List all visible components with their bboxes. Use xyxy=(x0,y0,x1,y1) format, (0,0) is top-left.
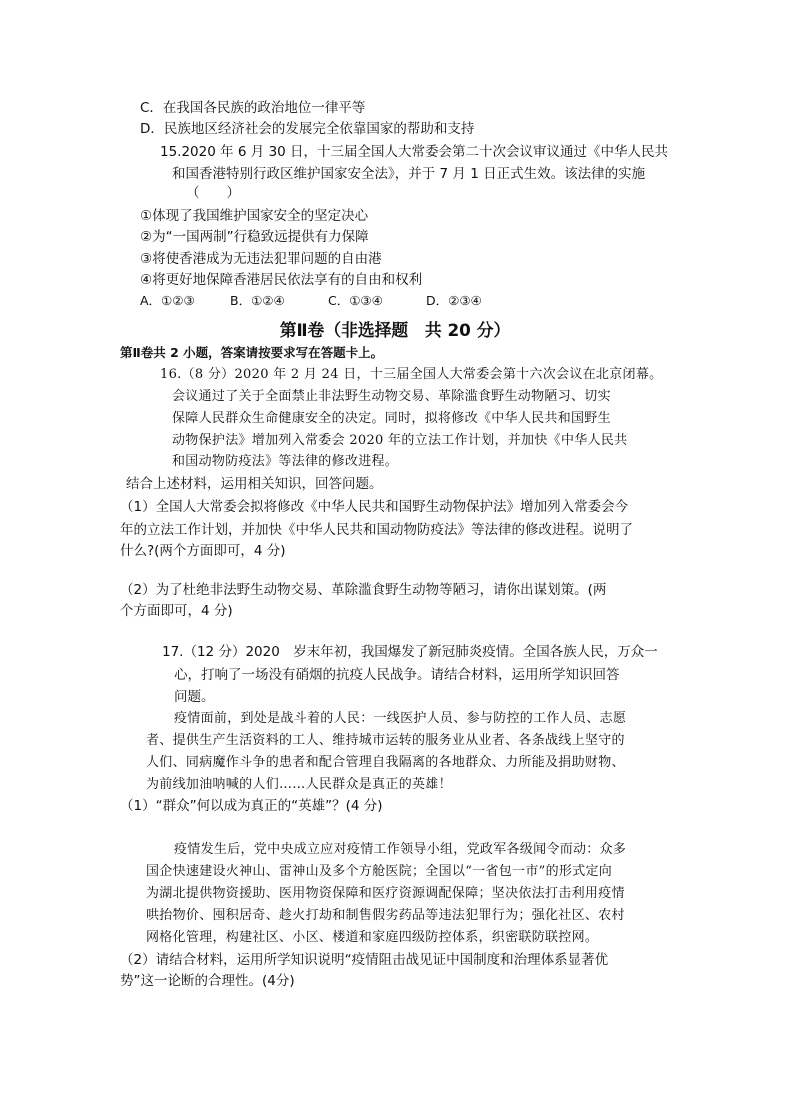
q16-material-line5: 和国动物防疫法》等法律的修改进程。 xyxy=(172,454,399,469)
q17-material2-line2: 国企快速建设火神山、雷神山及多个方舱医院；全国以“一省包一市”的形式定向 xyxy=(146,864,613,879)
q17-material2-line4: 哄抬物价、囤积居奇、趁火打劫和制售假劣药品等违法犯罪行为；强化社区、农村 xyxy=(146,908,625,923)
q17-intro-line2: 心，打响了一场没有硝烟的抗疫人民战争。请结合材料，运用所学知识回答 xyxy=(174,667,620,683)
q17-intro-line1: 17.（12 分）2020 岁末年初，我国爆发了新冠肺炎疫情。全国各族人民，万众一 xyxy=(162,644,658,660)
q15-answer-blank: （ ） xyxy=(186,185,240,201)
q17-material1-line3: 人们、同病魔作斗争的患者和配合管理自我隔离的各地群众、力所能及捐助财物、 xyxy=(146,755,625,770)
q15-options xyxy=(140,291,482,311)
section-title: 第Ⅱ卷（非选择题 共 20 分） xyxy=(279,320,511,340)
q16-question1-line3: 什么?(两个方面即可，4 分) xyxy=(120,543,286,559)
q17-material1-line4: 为前线加油呐喊的人们……人民群众是真正的英雄！ xyxy=(146,777,452,792)
q15-stem-line2: 和国香港特别行政区维护国家安全法》，并于 7 月 1 日正式生效。该法律的实施 xyxy=(172,166,646,182)
q15-item-3: ③将使香港成为无违法犯罪问题的自由港 xyxy=(140,251,382,267)
q15-stem-line1: 15.2020 年 6 月 30 日，十三届全国人大常委会第二十次会议审议通过《中华人民共 xyxy=(160,144,669,160)
q16-question1-line1: （1）全国人大常委会拟将修改《中华人民共和国野生动物保护法》增加列入常委会今 xyxy=(120,499,629,515)
q17-intro-line3: 问题。 xyxy=(174,689,215,705)
q16-material-line1: 16.（8 分）2020 年 2 月 24 日，十三届全国人大常委会第十六次会议在北京闭幕。 xyxy=(160,367,663,382)
q15-option-c: C．①③④ xyxy=(328,293,383,308)
q16-question2-line1: （2）为了杜绝非法野生动物交易、革除滥食野生动物等陋习，请你出谋划策。(两 xyxy=(120,582,607,598)
q16-prompt: 结合上述材料，运用相关知识，回答问题。 xyxy=(126,476,383,492)
q17-question2-line1: （2）请结合材料，运用所学知识说明“疫情阻击战见证中国制度和治理体系显著优 xyxy=(120,952,609,968)
q17-material1-line1: 疫情面前，到处是战斗着的人民：一线医护人员、参与防控的工作人员、志愿 xyxy=(174,711,627,726)
q17-material1-line2: 者、提供生产生活资料的工人、维持城市运转的服务业从业者、各条战线上坚守的 xyxy=(146,733,625,748)
q15-item-2: ②为“一国两制”行稳致远提供有力保障 xyxy=(140,229,369,245)
q16-question1-line2: 年的立法工作计划，并加快《中华人民共和国动物防疫法》等法律的修改进程。说明了 xyxy=(120,522,633,538)
q15-item-1: ①体现了我国维护国家安全的坚定决心 xyxy=(140,208,369,224)
q17-material2-line5: 网格化管理，构建社区、小区、楼道和家庭四级防控体系，织密联防联控网。 xyxy=(146,930,599,945)
q16-material-line2: 会议通过了关于全面禁止非法野生动物交易、革除滥食野生动物陋习、切实 xyxy=(172,389,611,404)
q15-option-a: A．①②③ xyxy=(140,293,195,308)
q14-option-c: C．在我国各民族的政治地位一律平等 xyxy=(140,100,366,116)
q17-question2-line2: 势”这一论断的合理性。(4分) xyxy=(120,973,295,989)
q15-option-d: D．②③④ xyxy=(426,293,482,308)
q14-option-d: D．民族地区经济社会的发展完全依靠国家的帮助和支持 xyxy=(140,121,475,137)
q17-material2-line1: 疫情发生后，党中央成立应对疫情工作领导小组，党政军各级闻令而动：众多 xyxy=(174,842,627,857)
q17-material2-line3: 为湖北提供物资援助、医用物资保障和医疗资源调配保障；坚决依法打击利用疫情 xyxy=(146,886,625,901)
q17-question1: （1）“群众”何以成为真正的“英雄”？(4 分) xyxy=(120,798,383,814)
q15-item-4: ④将更好地保障香港居民依法享有的自由和权利 xyxy=(140,272,423,288)
q16-material-line4: 动物保护法》增加列入常委会 2020 年的立法工作计划，并加快《中华人民共 xyxy=(172,433,628,448)
section-note: 第Ⅱ卷共 2 小题，答案请按要求写在答题卡上。 xyxy=(120,345,384,360)
q16-material-line3: 保障人民群众生命健康安全的决定。同时，拟将修改《中华人民共和国野生 xyxy=(172,411,611,426)
q15-option-b: B．①②④ xyxy=(230,293,285,308)
q16-question2-line2: 个方面即可，4 分) xyxy=(120,603,233,619)
